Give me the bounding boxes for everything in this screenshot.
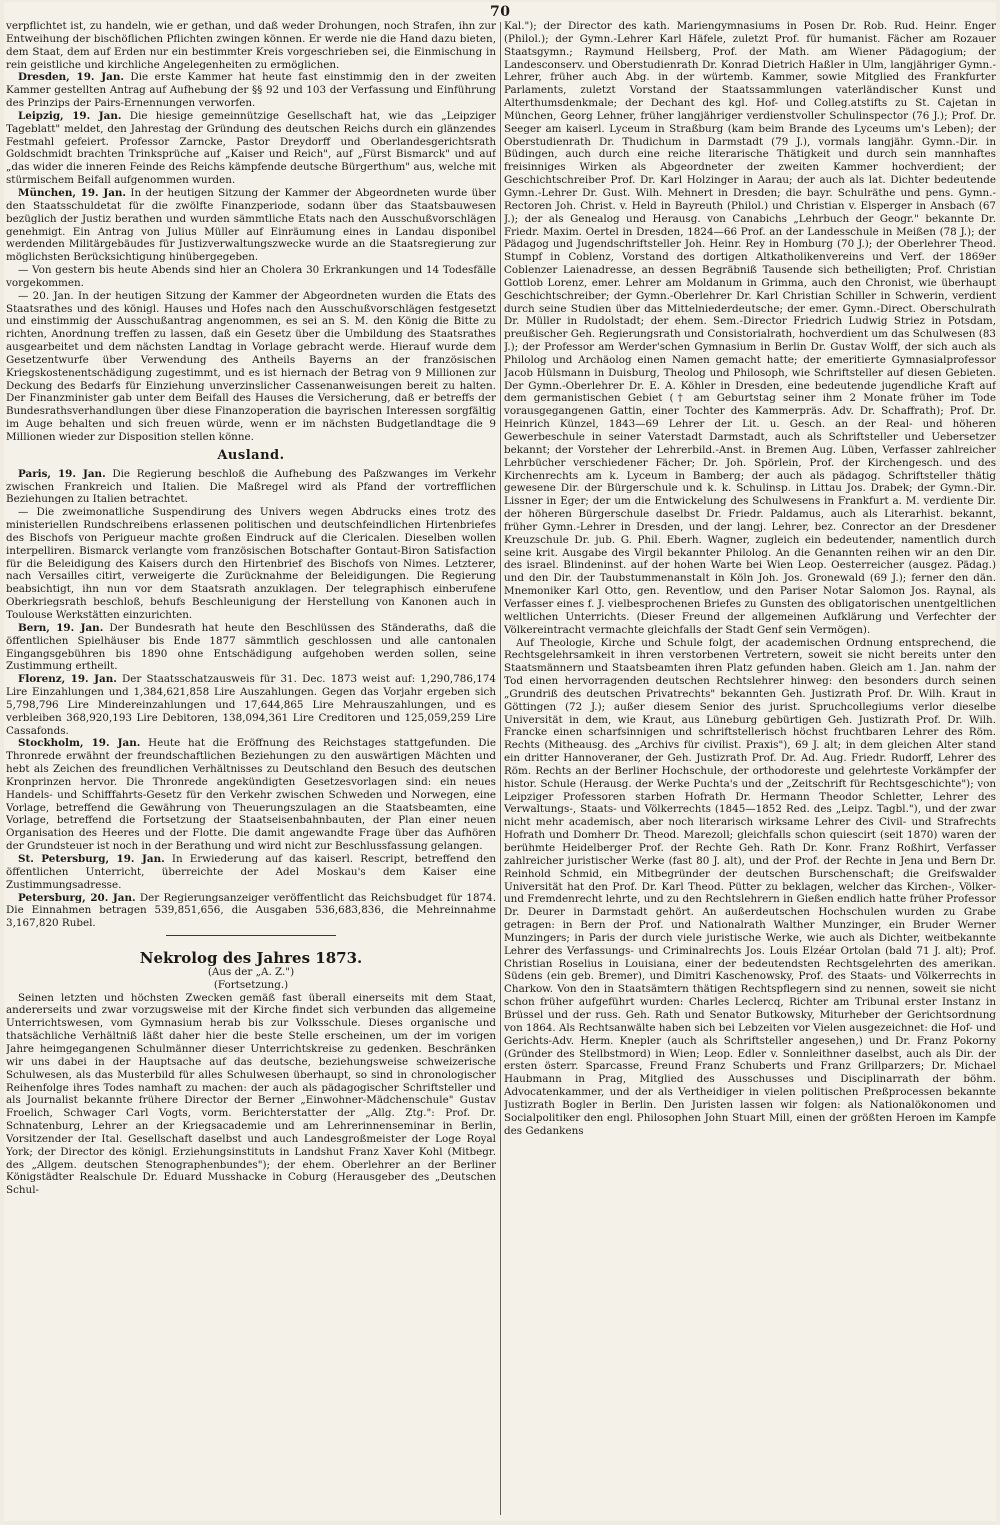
- news-dateline: Florenz, 19. Jan.: [18, 673, 117, 686]
- article-paragraph: — Von gestern bis heute Abends sind hier an Cholera 30 Erkrankungen und 14 Todesfälle vorgekommen.: [6, 264, 496, 289]
- left-column: [6, 20, 496, 1517]
- news-dateline: Petersburg, 20. Jan.: [18, 891, 136, 904]
- news-item: [6, 622, 496, 673]
- column-divider: [500, 22, 501, 1515]
- news-text: Die Regierung beschloß die Aufhebung des Paßzwanges im Verkehr zwischen Frankreich und Italien. Die Maßregel wird als Pfand der vortrefflichen Beziehungen zu Italien betrachtet.: [6, 467, 496, 506]
- right-column: [504, 20, 996, 1517]
- news-item: [6, 853, 496, 892]
- news-item: [6, 737, 496, 853]
- article-paragraph: Seinen letzten und höchsten Zwecken gemäß fast überall einerseits mit dem Staat, andererseits und zwar vorzugsweise mit der Kirche findet sich verbunden das allgemeine Unterrichtswesen, vom Gymnasium herab bis zur Volksschule. Dieses organische und thatsächliche Verhältniß läßt daher hier die beste Stelle erscheinen, um der im vorigen Jahre heimgegangenen Schulmänner dieser Unterrichtskreise zu gedenken. Beschränken wir uns dabei in der Hauptsache auf das deutsche, beziehungsweise schweizerische Schulwesen, als das Musterbild für alles Schulwesen überhaupt, so sind in chronologischer Reihenfolge ihres Todes namhaft zu machen: der auch als pädagogischer Schriftsteller und als Journalist bekannte frühere Director der Berner „Einwohner-Mädchenschule" Gustav Froelich, Schwager Carl Vogts, vorm. Berichterstatter der „Allg. Ztg.": Prof. Dr. Schnatenburg, Lehrer an der Kriegsacademie und am Lehrerinnenseminar in Berlin, Vorsitzender der Ital. Gesellschaft daselbst und auch Landesgroßmeister der Loge Royal York; der Director des königl. Erziehungsinstituts in Landshut Franz Xaver Kohl (Mitbegr. des „Allgem. deutschen Stenographenbundes"); der ehem. Oberlehrer an der Berliner Königstädter Realschule Dr. Eduard Musshacke in Coburg (Herausgeber des „Deutschen Schul-: [6, 991, 496, 1197]
- divider-rule: [166, 935, 336, 936]
- news-dateline: Dresden, 19. Jan.: [18, 71, 124, 84]
- news-text: Der Bundesrath hat heute den Beschlüssen des Ständeraths, daß die öffentlichen Spielhäuser bis Ende 1877 sämmtlich geschlossen und alle cantonalen Eingangsgebühren bis 1890 ohne Entschädigung aufgehoben werden sollen, seine Zustimmung ertheilt.: [6, 621, 496, 673]
- news-item: [6, 892, 496, 931]
- news-item: [6, 673, 496, 737]
- news-item: [6, 468, 496, 507]
- article-paragraph: Auf Theologie, Kirche und Schule folgt, der academischen Ordnung entsprechend, die Rechtsgelehrsamkeit in ihren verstorbenen Vertretern, soweit sie nicht bereits unter den Staatsmännern und Staatsbeamten ihren Platz gefunden haben. Gleich am 1. Jan. nahm der Tod einen hervorragenden deutschen Rechtslehrer hinweg: den besonders durch seinen „Grundriß des deutschen Privatrechts" bekannten Geh. Justizrath Prof. Dr. Wilh. Kraut in Göttingen (72 J.); außer diesem Senior des jurist. Spruchcollegiums verlor dieselbe Universität in dem, wie Kraut, aus Lüneburg gebürtigen Geh. Justizrath Prof. Dr. Wilh. Francke einen scharfsinnigen und schriftstellerisch höchst fruchtbaren Lehrer des Röm. Rechts (Mitheausg. des „Archivs für civilist. Praxis"), 69 J. alt; in dem gleichen Alter stand ein dritter Hannoveraner, der Geh. Justizrath Prof. Dr. Ad. Aug. Friedr. Rudorff, Lehrer des Röm. Rechts an der Berliner Hochschule, der orthodoreste und gelehrteste Vorkämpfer der histor. Schule (Herausg. der Werke Puchta's und der „Zeitschrift für Rechtsgeschichte"); von Leipziger Professoren starben Hofrath Dr. Hermann Theodor Schletter, Lehrer des Verwaltungs-, Staats- und Völkerrechts (1845—1852 Red. des „Leipz. Tagbl."), und der zwar nicht mehr academisch, aber noch literarisch wirksame Lehrer des Civil- und Strafrechts Hofrath und Domherr Dr. Theod. Marezoll; gleichfalls schon quiescirt (seit 1870) waren der berühmte Heidelberger Prof. der Rechte Geh. Rath Dr. Konr. Franz Roßhirt, Verfasser zahlreicher juristischer Werke (fast 80 J. alt), und der Prof. der Rechte in Jena und Bern Dr. Reinhold Schmid, ein Mitbegründer der deutschen Burschenschaft; die Greifswalder Universität hat den Prof. Dr. Karl Theod. Pütter zu beklagen, welcher das Kirchen-, Völker- und Fremdenrecht lehrte, und zu den Rechtslehrern in Gießen endlich hatte früher Professor Dr. Deurer in Darmstadt gehört. An außerdeutschen Hochschulen wurden zu Grabe getragen: in Bern der Prof. und Nationalrath Walther Munzinger, ein Bruder Werner Munzingers; in Paris der durch viele juristische Werke, wie auch als Dichter, weitbekannte Lehrer des Verfassungs- und Criminalrechts Jos. Louis Elzéar Ortolan (bald 71 J. alt); Prof. Christian Roselius in Louisiana, einer der bedeutendsten Rechtsgelehrten des amerikan. Südens (ein geb. Bremer), und Dimitri Kaschenowsky, Prof. des Staats- und Völkerrechts in Charkow. Von den in Staatsämtern thätigen Rechtspflegern sind zu nennen, soweit sie nicht schon früher aufgeführt wurden: Charles Leclercq, Richter am Tribunal erster Instanz in Brüssel und der russ. Geh. Rath und Senator Butkowsky, Miturheber der Gerichtsordnung von 1864. Als Rechtsanwälte haben sich bei Lebzeiten vor Vielen ausgezeichnet: die Hof- und Gerichts-Adv. Herm. Knepler (auch als Schriftsteller angesehen,) und Dr. Franz Pokorny (Gründer des Stellbstmord) in Wien; Leop. Edler v. Sonnleithner daselbst, auch als Dir. der ersten österr. Sparcasse, Freund Franz Schuberts und Franz Grillparzers; Dr. Michael Haubmann in Prag, Mitglied des Ausschusses und Disciplinarrath der böhm. Advocatenkammer, und der als Vertheidiger in vielen politischen Preßprocessen bekannte Justizrath Bogler in Berlin. Den Juristen lassen wir folgen: als Nationalökonomen und Socialpolitiker den engl. Philosophen John Stuart Mill, einen der größten Heroen im Kampfe des Gedankens: [504, 636, 996, 1137]
- news-dateline: Stockholm, 19. Jan.: [18, 737, 141, 750]
- page-header: [4, 2, 996, 22]
- news-dateline: St. Petersburg, 19. Jan.: [18, 853, 165, 865]
- news-text: Der Regierungsanzeiger veröffentlicht das Reichsbudget für 1874. Die Einnahmen betragen 539,851,656, die Ausgaben 536,683,836, die Mehreinnahme 3,167,820 Rubel.: [6, 891, 496, 930]
- article-paragraph: — Die zweimonatliche Suspendirung des Univers wegen Abdrucks eines trotz des ministeriellen Rundschreibens erlassenen politischen und deutschfeindlichen Hirtenbriefes des Bischofs von Perigueur machte großen Eindruck auf die Clericalen. Dieselben wollen interpelliren. Bismarck verlangte vom französischen Botschafter Gontaut-Biron Satisfaction für die Beleidigung des Kaisers durch den Hirtenbrief des Bischofs von Nimes. Letzterer, nach Versailles citirt, verweigerte die Zurücknahme der Beleidigungen. Die Regierung beabsichtigt, ihn nun vor dem Staatsrath anzuklagen. Der telegraphisch einberufene Oberkriegsrath beschloß, behufs Beschleunigung der Herstellung von Kanonen auch in Toulouse Werkstätten einzurichten.: [6, 506, 496, 621]
- news-text: Heute hat die Eröffnung des Reichstages stattgefunden. Die Thronrede erwähnt der freundschaftlichen Beziehungen zu den auswärtigen Mächten und hebt als Zeichen des freundlichen Verhältnisses zu Deutschland den Besuch des deutschen Kronprinzen hervor. Die Thronrede angekündigten Gesetzesvorlagen sind: ein neues Handels- und Schifffahrts-Gesetz für den Verkehr zwischen Schweden und Norwegen, eine Vorlage, betreffend die Gewährung von Theuerungszulagen an die Staatsbeamten, eine Vorlage, betreffend die Fortsetzung der Staatseisenbahnbauten, der Plan einer neuen Organisation des Heeres und der Flotte. Die damit angewandte Frage über das Aufhören der Grundsteuer ist noch in der Berathung und wird nicht zur Beschlussfassung gelangen.: [6, 737, 496, 853]
- news-text: Die erste Kammer hat heute fast einstimmig den in der zweiten Kammer gestellten Antrag auf Aufhebung der §§ 92 und 103 der Verfassung und Einführung des Prinzips der Pairs-Ernennungen verworfen.: [6, 71, 496, 110]
- news-item: [6, 187, 496, 264]
- news-item: [6, 71, 496, 110]
- news-text: In Erwiederung auf das kaiserl. Rescript, betreffend den öffentlichen Unterricht, überreichte der Adel Moskau's dem Kaiser eine Zustimmungsadresse.: [6, 853, 496, 891]
- necrology-title: Nekrolog des Jahres 1873.: [139, 949, 363, 968]
- newspaper-page: [4, 2, 996, 1521]
- necrology-subtitle: (Aus der „A. Z."): [207, 965, 295, 978]
- article-paragraph: Kal."); der Director des kath. Mariengymnasiums in Posen Dr. Rob. Rud. Heinr. Enger (Philol.); der Gymn.-Lehrer Karl Häfele, zuletzt Prof. für humanist. Fächer am Rozauer Staatsgymn.; Raymund Heilsberg, Prof. der Math. am Wiener Pädagogium; der Landesconserv. und Oberstudienrath Dr. Konrad Dietrich Haßler in Ulm, langjähriger Gymn.-Lehrer, früher auch Abg. in der würtemb. Kammer, sowie Mitglied des Frankfurter Parlaments, zuletzt Vorstand der Staatssammlungen vaterländischer Kunst und Alterthumsdenkmale; der Dechant des kgl. Hof- und Colleg.atstifts zu St. Cajetan in München, Georg Lehner, früher langjähriger verdienstvoller Schulinspector (76 J.); Prof. Dr. Seeger am kaiserl. Lyceum in Straßburg (kam beim Brande des Lyceums um's Leben); der Oberstudienrath Dr. Thudichum in Darmstadt (79 J.), vormals langjähr. Gymn.-Dir. in Büdingen, auch durch eine reiche literarische Thätigkeit und durch sein mannhaftes freisinniges Wirken als Abgeordneter der zweiten Kammer hochverdient; der Geschichtschreiber Prof. Dr. Karl Holzinger in Aarau; der auch als lat. Dichter bedeutende Gymn.-Lehrer Dr. Gust. Wilh. Mehnert in Dresden; die bayr. Schulräthe und pens. Gymn.-Rectoren Joh. Christ. v. Held in Bayreuth (Philol.) und Christian v. Elsperger in Ansbach (67 J.); der als Genealog und Herausg. von Canabichs „Lehrbuch der Geogr." bekannte Dr. Friedr. Maxim. Oertel in Dresden, 1824—66 Prof. an der Landesschule in Meißen (78 J.); der Pädagog und Jugendschriftsteller Joh. Heinr. Rey in Homburg (70 J.); der Oberlehrer Theod. Stumpf in Coblenz, Vorstand des dortigen Altkatholikenvereins und Verf. der 1869er Coblenzer Laienadresse, an dessen Begräbniß Tausende sich betheiligten; Prof. Christian Gottlob Lorenz, emer. Lehrer am Moldanum in Grimma, auch den Chronist, wie überhaupt Geschichtschreiber; der Gymn.-Oberlehrer Dr. Karl Christian Schiller in Schwerin, verdient durch seine Studien über das Mittelniederdeutsche; der emer. Gymn.-Direct. Oberschulrath Dr. Müller in Rudolstadt; der ehem. Sem.-Director Friedrich Ludwig Striez in Potsdam, preußischer Geh. Regierungsrath und Consistorialrath, hochverdient um das Schulwesen (83 J.); der Professor am Werder'schen Gymnasium in Berlin Dr. Gustav Wolff, der sich auch als Philolog und Archäolog einen Namen gemacht hatte; der emeritierte Gymnasialprofessor Jacob Hülsmann in Duisburg, Theolog und Philosoph, wie Schriftsteller auf diesen Gebieten. Der Gymn.-Oberlehrer Dr. E. A. Köhler in Dresden, eine bedeutende jugendliche Kraft auf dem germanistischen Gebiet († am Geburtstag seiner ihm 2 Monate früher im Tode vorausgegangenen Gattin, einer Tochter des Kammerpräs. Adv. Dr. Schaffrath); Prof. Dr. Heinrich Künzel, 1843—69 Lehrer der Lit. u. Gesch. an der Real- und höheren Gewerbeschule in seiner Vaterstadt Darmstadt, auch als Schriftsteller und Uebersetzer bekannt; der Vorsteher der Lehrerbild.-Anst. in Bremen Aug. Lüben, Verfasser zahlreicher Lehrbücher verschiedener Fächer; Dr. Joh. Spörlein, Prof. der Kirchengesch. und des Kirchenrechts am k. Lyceum in Bamberg; der auch als pädagog. Schriftsteller thätig gewesene Dir. der Bürgerschule und k. k. Schulinsp. in Littau Jos. Drabek; der Gymn.-Dir. Lissner in Eger; der um die Entwickelung des Schulwesens in Frankfurt a. M. verdiente Dir. der höheren Bürgerschule daselbst Dr. Friedr. Paldamus, auch als Literarhist. bekannt, früher Gymn.-Lehrer in Dresden, und der langj. Lehrer, bez. Conrector an der Dresdener Kreuzschule Dr. jub. G. Phil. Eberh. Wagner, zugleich ein bedeutender, namentlich durch seine krit. Ausgabe des Virgil bekannter Philolog. An die Genannten reihen wir an den Dir. des israel. Blindeninst. auf der hohen Warte bei Wien Leop. Oesterreicher (ausgez. Pädag.) und den Dir. der Taubstummenanstalt in Köln Joh. Jos. Gronewald (69 J.); ferner den dän. Mnemoniker Karl Otto, gen. Reventlow, und den Pariser Notar Salomon Jos. Raynal, als Verfasser eines f. J. vielbesprochenen Briefes zu Gunsten des obligatorischen unentgeltlichen weltlichen Unterrichts. (Dieser Freund der allgemeinen Aufklärung und Verfechter der Völkereintracht vermachte gleichfalls der Stadt Genf sein Vermögen).: [504, 20, 996, 636]
- news-text: In der heutigen Sitzung der Kammer der Abgeordneten wurde über den Staatsschuldetat für die zwölfte Finanzperiode, sodann über das Staatsbauwesen bezüglich der Justiz berathen und wurden sämmtliche Etats nach den Ausschußvorschlägen genehmigt. Ein Antrag von Julius Müller auf Einräumung eines in Landau disponibel werdenden Militärgebäudes für Justizverwaltungszwecke wurde an die Staatsregierung zur möglichsten Berücksichtigung hinübergegeben.: [6, 186, 496, 264]
- news-dateline: Bern, 19. Jan.: [18, 621, 104, 634]
- section-heading: Ausland.: [217, 447, 285, 463]
- news-dateline: Leipzig, 19. Jan.: [18, 109, 122, 122]
- necrology-subtitle: (Fortsetzung.): [213, 978, 289, 991]
- article-paragraph: — 20. Jan. In der heutigen Sitzung der Kammer der Abgeordneten wurden die Etats des Staatsrathes und des königl. Hauses und Hofes nach den Ausschußvorschlägen festgesetzt und einstimmig der Ausschußantrag angenommen, es sei an S. M. den König die Bitte zu richten, Anordnung treffen zu lassen, daß ein Gesetz über die Umbildung des Staatsrathes ausgearbeitet und dem nächsten Landtag in Vorlage gebracht werde. Hierauf wurde dem Gesetzentwurfe über Verwendung des Antheils Bayerns an der französischen Kriegskostenentschädigung zugestimmt, und es ist hiernach der Betrag von 9 Millionen zur Deckung des Bedarfs für Einziehung unverzinslicher Cassenanweisungen bereit zu halten. Der Finanzminister gab unter dem Beifall des Hauses die Versicherung, daß er betreffs der Bundesrathsverhandlungen über diese Finanzoperation die bayrischen Interessen sorgfältig im Auge behalten und sich freuen würde, wenn er im nächsten Budgetlandtage die 9 Millionen wieder zur Disposition stellen könne.: [6, 289, 496, 443]
- news-dateline: Paris, 19. Jan.: [18, 467, 106, 480]
- page-number: 70: [490, 4, 511, 20]
- news-dateline: München, 19. Jan.: [18, 186, 127, 199]
- news-text: Der Staatsschatzausweis für 31. Dec. 1873 weist auf: 1,290,786,174 Lire Einzahlungen und 1,384,621,858 Lire Auszahlungen. Gegen das Vorjahr ergeben sich 5,798,796 Lire Mindereinzahlungen und 17,644,865 Lire Mehrauszahlungen, und es verbleiben 368,920,193 Lire Debitoren, 138,094,361 Lire Creditoren und 125,059,259 Lire Cassafonds.: [6, 673, 496, 737]
- news-item: [6, 110, 496, 187]
- news-text: Die hiesige gemeinnützige Gesellschaft hat, wie das „Leipziger Tageblatt" meldet, den Jahrestag der Gründung des deutschen Reichs durch ein glänzendes Festmahl gefeiert. Professor Zarncke, Pastor Dreydorff und Oberlandesgerichtsrath Goldschmidt brachten Trinksprüche auf „Kaiser und Reich", auf „Fürst Bismarck" und auf „das wider die inneren Feinde des Reichs kämpfende deutsche Bürgerthum" aus, welche mit stürmischem Beifall aufgenommen wurden.: [6, 109, 496, 187]
- article-paragraph: verpflichtet ist, zu handeln, wie er gethan, und daß weder Drohungen, noch Strafen, ihn zur Entweihung der bischöflichen Pflichten zwingen können. Er werde nie die Hand dazu bieten, dem Staat, dem auf Erden nur ein bestimmter Kreis vorgeschrieben sei, die Einmischung in rein geistliche und kirchliche Angelegenheiten zu ermöglichen.: [6, 20, 496, 71]
